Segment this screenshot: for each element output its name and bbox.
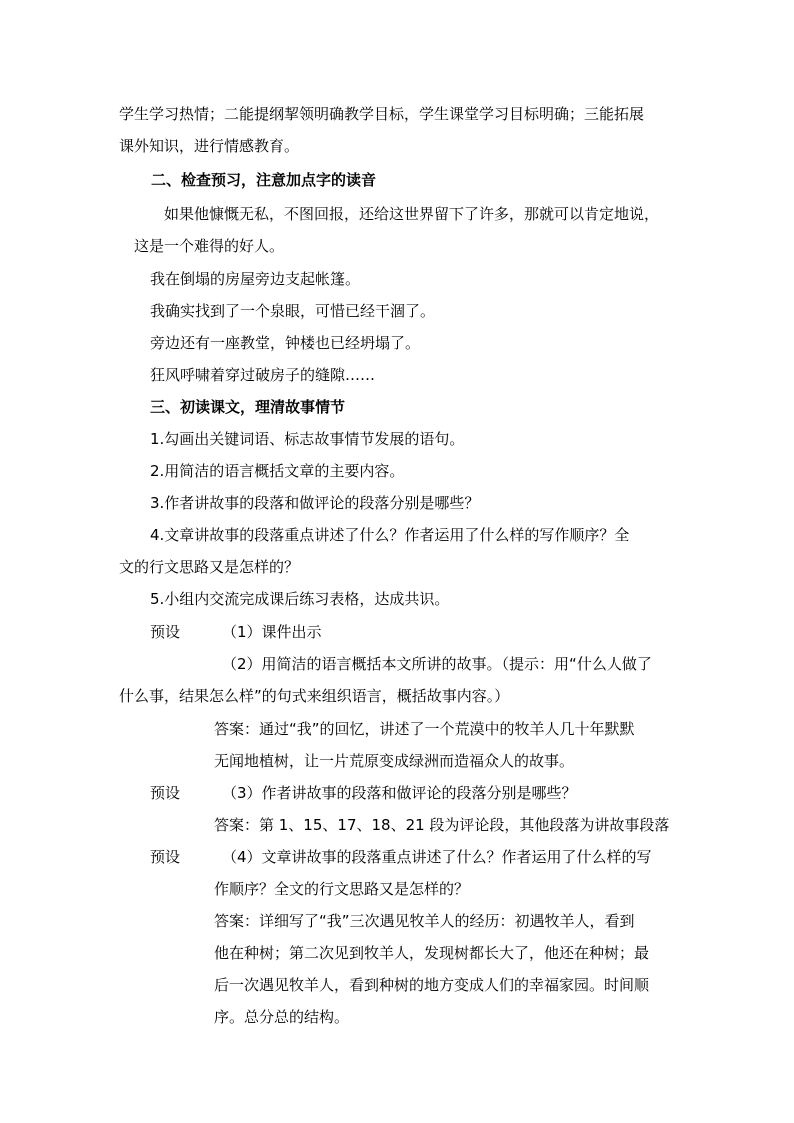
list-item: 1.勾画出关键词语、标志故事情节发展的语句。 (150, 430, 465, 448)
list-item: 4.文章讲故事的段落重点讲述了什么？作者运用了什么样的写作顺序？全 (150, 526, 630, 544)
label-preset: 预设 (150, 623, 181, 641)
section-heading: 三、初读课文，理清故事情节 (150, 398, 346, 416)
answer-line: 后一次遇见牧羊人，看到种树的地方变成人们的幸福家园。时间顺 (214, 976, 650, 994)
label-preset: 预设 (150, 848, 181, 866)
paragraph-line: 这是一个难得的好人。 (134, 237, 285, 255)
answer-line: 答案：第 1、15、17、18、21 段为评论段，其他段落为讲故事段落 (214, 816, 670, 834)
answer-line: 他在种树；第二次见到牧羊人，发现树都长大了，他还在种树；最 (214, 944, 650, 962)
list-item: 文的行文思路又是怎样的？ (119, 558, 300, 576)
list-item: 2.用简洁的语言概括文章的主要内容。 (150, 462, 405, 480)
answer-line: 答案：通过“我”的回忆，讲述了一个荒漠中的牧羊人几十年默默 (214, 720, 635, 738)
list-item: 5.小组内交流完成课后练习表格，达成共识。 (150, 590, 450, 608)
answer-line: 无闻地植树，让一片荒原变成绿洲而造福众人的故事。 (214, 752, 575, 770)
answer-line: 序。总分总的结构。 (214, 1008, 350, 1026)
list-item: 3.作者讲故事的段落和做评论的段落分别是哪些？ (150, 494, 480, 512)
paragraph-line: （2）用简洁的语言概括本文所讲的故事。（提示：用“什么人做了 (222, 655, 652, 673)
paragraph-line: （3）作者讲故事的段落和做评论的段落分别是哪些？ (222, 784, 577, 802)
label-preset: 预设 (150, 784, 181, 802)
paragraph-line: 作顺序？全文的行文思路又是怎样的？ (214, 880, 470, 898)
paragraph-line: 如果他慷慨无私，不图回报，还给这世界留下了许多，那就可以肯定地说， (164, 205, 660, 223)
paragraph-line: 狂风呼啸着穿过破房子的缝隙…… (150, 366, 376, 384)
paragraph-line: 我在倒塌的房屋旁边支起帐篷。 (150, 270, 361, 288)
paragraph-line: 什么事，结果怎么样”的句式来组织语言，概括故事内容。） (119, 687, 510, 705)
paragraph-line: 旁边还有一座教堂，钟楼也已经坍塌了。 (150, 334, 421, 352)
paragraph-line: （4）文章讲故事的段落重点讲述了什么？作者运用了什么样的写 (222, 848, 652, 866)
paragraph-line: 我确实找到了一个泉眼，可惜已经干涸了。 (150, 302, 436, 320)
section-heading: 二、检查预习，注意加点字的读音 (151, 171, 377, 189)
paragraph-line: 课外知识，进行情感教育。 (119, 137, 300, 155)
paragraph-line: 学生学习热情；二能提纲挈领明确教学目标，学生课堂学习目标明确；三能拓展 (119, 105, 645, 123)
paragraph-line: （1）课件出示 (222, 623, 322, 641)
answer-line: 答案：详细写了“我”三次遇见牧羊人的经历：初遇牧羊人，看到 (214, 912, 635, 930)
